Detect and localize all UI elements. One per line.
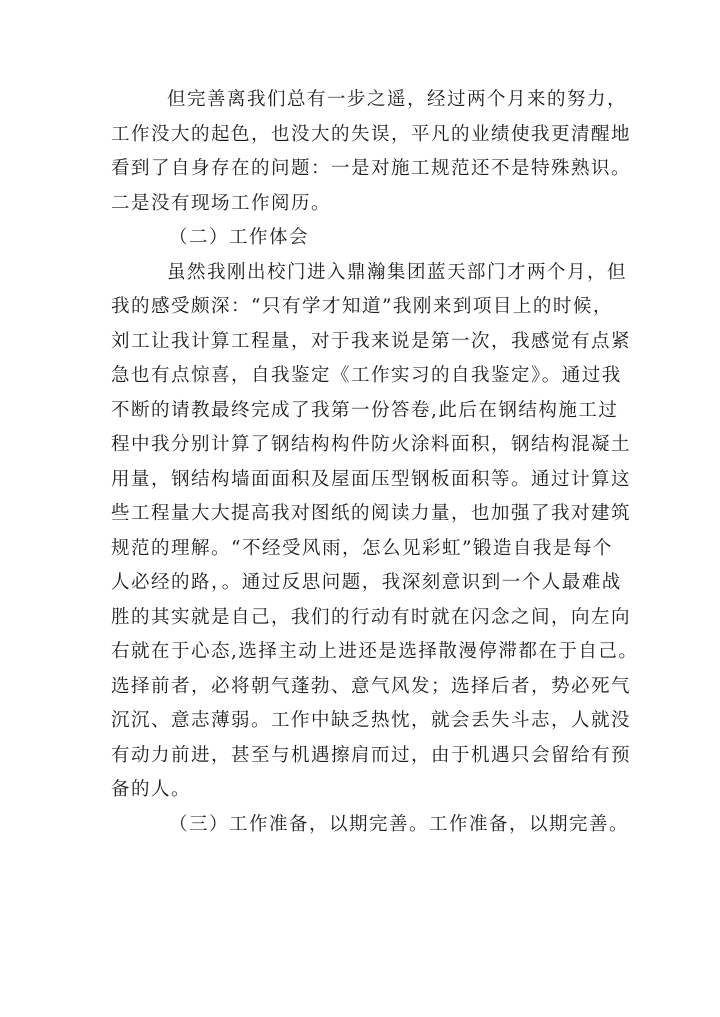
text-line: 二是没有现场工作阅历。 <box>111 192 332 214</box>
section-heading-3 <box>111 808 630 843</box>
text-line: 但完善离我们总有一步之遥，经过两个月来的努力， <box>167 89 628 110</box>
text-line: 沉沉、意志薄弱。工作中缺乏热忱，就会丢失斗志，人就没 <box>111 710 632 731</box>
document-page <box>111 83 639 842</box>
text-line: 看到了自身存在的问题：一是对施工规范还不是特殊熟识。 <box>111 158 632 179</box>
text-line: 有动力前进，甚至与机遇擦肩而过，由于机遇只会留给有预 <box>111 744 632 766</box>
text-line: 人必经的路，。通过反思问题，我深刻意识到一个人最难战 <box>111 572 622 593</box>
paragraph-shortcomings <box>111 83 632 221</box>
text-line: 备的人。 <box>111 779 192 800</box>
section-heading-2 <box>111 221 611 256</box>
text-line: 不断的请教最终完成了我第一份答卷,此后在钢结构施工过 <box>111 399 619 421</box>
heading-text: （二）工作体会 <box>169 227 310 248</box>
text-line: 右就在于心态,选择主动上进还是选择散漫停滞都在于自己。 <box>111 641 639 662</box>
text-line: 用量，钢结构墙面面积及屋面压型钢板面积等。通过计算这 <box>111 468 632 490</box>
text-line: 程中我分别计算了钢结构构件防火涂料面积，钢结构混凝土 <box>111 434 632 455</box>
text-line: 规范的理解。“不经受风雨，怎么见彩虹”锻造自我是每个 <box>111 537 613 559</box>
text-line: 刘工让我计算工程量，对于我来说是第一次，我感觉有点紧 <box>111 330 632 352</box>
text-line: 急也有点惊喜，自我鉴定《工作实习的自我鉴定》。通过我 <box>111 365 622 386</box>
heading-text: （三）工作准备，以期完善。工作准备，以期完善。 <box>169 813 630 835</box>
text-line: 选择前者，必将朝气蓬勃、意气风发；选择后者，势必死气 <box>111 675 632 697</box>
text-line: 我的感受颇深：“只有学才知道”我刚来到项目上的时候， <box>111 296 613 317</box>
text-line: 胜的其实就是自己，我们的行动有时就在闪念之间，向左向 <box>111 606 632 628</box>
text-line: 些工程量大大提高我对图纸的阅读力量，也加强了我对建筑 <box>111 503 632 524</box>
text-line: 工作没大的起色，也没大的失误，平凡的业绩使我更清醒地 <box>111 123 632 145</box>
paragraph-experience <box>111 256 639 808</box>
text-line: 虽然我刚出校门进入鼎瀚集团蓝天部门才两个月，但 <box>167 261 628 283</box>
